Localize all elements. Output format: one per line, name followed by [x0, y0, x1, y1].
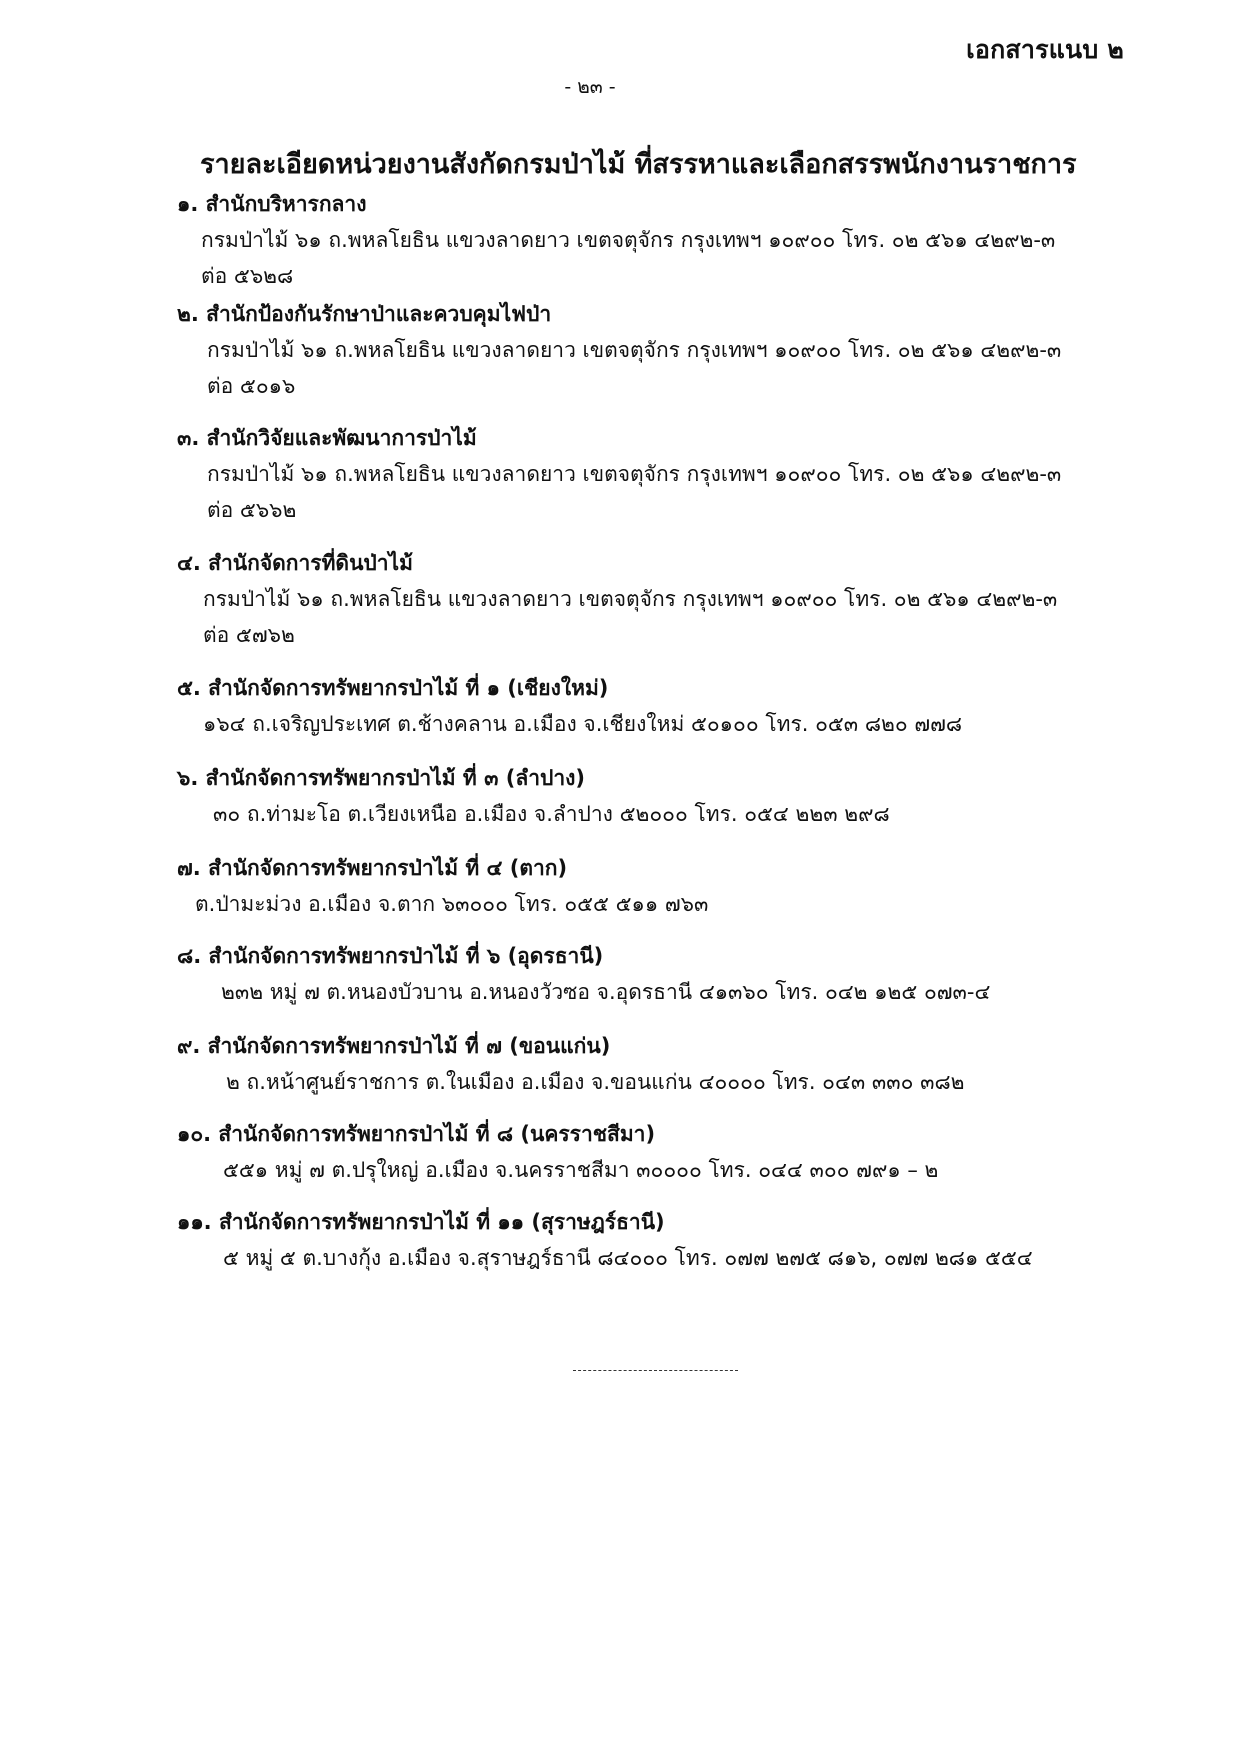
agency-address: กรมป่าไม้ ๖๑ ถ.พหลโยธิน แขวงลาดยาว เขตจตุจักร กรุงเทพฯ ๑๐๙๐๐ โทร. ๐๒ ๕๖๑ ๔๒๙๒-๓: [203, 587, 1058, 611]
agency-address: ต.ป่ามะม่วง อ.เมือง จ.ตาก ๖๓๐๐๐ โทร. ๐๕๕ ๕๑๑ ๗๖๓: [195, 892, 709, 916]
document-title: รายละเอียดหน่วยงานสังกัดกรมป่าไม้ ที่สรรหาและเลือกสรรพนักงานราชการ: [200, 149, 1077, 180]
agency-address: ๓๐ ถ.ท่ามะโอ ต.เวียงเหนือ อ.เมือง จ.ลำปาง ๕๒๐๐๐ โทร. ๐๕๔ ๒๒๓ ๒๙๘: [213, 802, 890, 826]
agency-address: ๕ หมู่ ๕ ต.บางกุ้ง อ.เมือง จ.สุราษฎร์ธานี ๘๔๐๐๐ โทร. ๐๗๗ ๒๗๕ ๘๑๖, ๐๗๗ ๒๘๑ ๕๕๔: [223, 1246, 1033, 1270]
end-separator: [573, 1370, 738, 1371]
agency-heading: ๙. สำนักจัดการทรัพยากรป่าไม้ ที่ ๗ (ขอนแก่น): [177, 1034, 611, 1058]
agency-address: ๕๕๑ หมู่ ๗ ต.ปรุใหญ่ อ.เมือง จ.นครราชสีมา ๓๐๐๐๐ โทร. ๐๔๔ ๓๐๐ ๗๙๑ – ๒: [223, 1158, 939, 1182]
agency-extension: ต่อ ๕๖๖๒: [207, 498, 297, 522]
agency-extension: ต่อ ๕๐๑๖: [207, 374, 296, 398]
agency-heading: ๕. สำนักจัดการทรัพยากรป่าไม้ ที่ ๑ (เชียงใหม่): [177, 676, 609, 700]
agency-heading: ๑. สำนักบริหารกลาง: [177, 192, 367, 216]
agency-heading: ๗. สำนักจัดการทรัพยากรป่าไม้ ที่ ๔ (ตาก): [177, 856, 568, 880]
agency-address: กรมป่าไม้ ๖๑ ถ.พหลโยธิน แขวงลาดยาว เขตจตุจักร กรุงเทพฯ ๑๐๙๐๐ โทร. ๐๒ ๕๖๑ ๔๒๙๒-๓: [201, 228, 1056, 252]
agency-extension: ต่อ ๕๖๒๘: [201, 264, 294, 288]
agency-address: กรมป่าไม้ ๖๑ ถ.พหลโยธิน แขวงลาดยาว เขตจตุจักร กรุงเทพฯ ๑๐๙๐๐ โทร. ๐๒ ๕๖๑ ๔๒๙๒-๓: [207, 338, 1062, 362]
agency-address: ๑๖๔ ถ.เจริญประเทศ ต.ช้างคลาน อ.เมือง จ.เชียงใหม่ ๕๐๑๐๐ โทร. ๐๕๓ ๘๒๐ ๗๗๘: [203, 712, 963, 736]
agency-address: ๒๓๒ หมู่ ๗ ต.หนองบัวบาน อ.หนองวัวซอ จ.อุดรธานี ๔๑๓๖๐ โทร. ๐๔๒ ๑๒๕ ๐๗๓-๔: [221, 980, 991, 1004]
agency-heading: ๑๐. สำนักจัดการทรัพยากรป่าไม้ ที่ ๘ (นครราชสีมา): [177, 1122, 656, 1146]
page-number: - ๒๓ -: [564, 76, 616, 98]
agency-heading: ๒. สำนักป้องกันรักษาป่าและควบคุมไฟป่า: [177, 302, 552, 326]
agency-extension: ต่อ ๕๗๖๒: [203, 623, 295, 647]
agency-heading: ๑๑. สำนักจัดการทรัพยากรป่าไม้ ที่ ๑๑ (สุราษฎร์ธานี): [177, 1210, 665, 1234]
agency-address: ๒ ถ.หน้าศูนย์ราชการ ต.ในเมือง อ.เมือง จ.ขอนแก่น ๔๐๐๐๐ โทร. ๐๔๓ ๓๓๐ ๓๘๒: [226, 1070, 965, 1094]
attachment-label: เอกสารแนบ ๒: [966, 35, 1124, 64]
agency-address: กรมป่าไม้ ๖๑ ถ.พหลโยธิน แขวงลาดยาว เขตจตุจักร กรุงเทพฯ ๑๐๙๐๐ โทร. ๐๒ ๕๖๑ ๔๒๙๒-๓: [207, 462, 1062, 486]
agency-heading: ๖. สำนักจัดการทรัพยากรป่าไม้ ที่ ๓ (ลำปาง): [177, 766, 585, 790]
agency-heading: ๘. สำนักจัดการทรัพยากรป่าไม้ ที่ ๖ (อุดรธานี): [177, 944, 604, 968]
agency-heading: ๔. สำนักจัดการที่ดินป่าไม้: [177, 551, 413, 575]
agency-heading: ๓. สำนักวิจัยและพัฒนาการป่าไม้: [177, 426, 477, 450]
